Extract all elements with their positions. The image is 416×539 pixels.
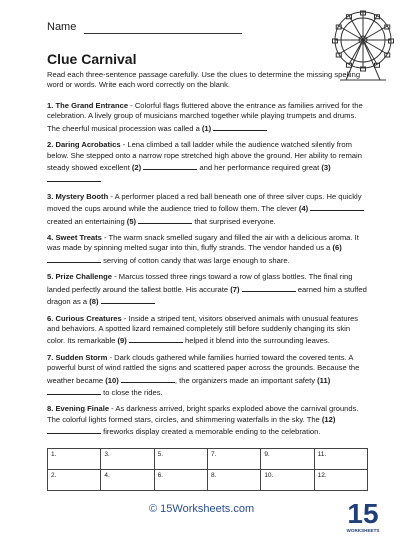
answer-blank[interactable] [121, 374, 175, 383]
passage-text: Inside a striped tent, visitors observed animals with unusual features and behaviors. A spotted lizard remained completely still before suddenly changing its skin color. Its remarkable [47, 313, 359, 346]
passage-text: earned him a stuffed dragon as a [47, 284, 367, 307]
blank-number: (11) [317, 375, 331, 385]
passage-number: 7. [47, 352, 54, 362]
passage-text: Lena climbed a tall ladder while the audience watched silently from below. She stepped onto a narrow rope stretched high above the ground. Her ability to remain steady showed excellent [47, 140, 362, 173]
passage-text: Colorful flags fluttered above the entrance as families arrived for the celebration. A lively group of musicians marched together while playing trumpets and drums. The cheerful musical procession was called a [47, 101, 363, 133]
blank-number: (5) [126, 216, 137, 226]
15worksheets-logo [343, 496, 383, 534]
blank-number: (12) [321, 414, 336, 424]
passage-text: The warm snack smelled sugary and filled the air with a delicious aroma. It was made by spinning melted sugar into thin, fluffy strands. The vendor handed us a [47, 233, 359, 253]
blank-number: (3) [321, 163, 331, 173]
passage-number: 5. [47, 272, 54, 282]
passage-list [47, 101, 369, 444]
passage: 2. Daring Acrobatics - Lena climbed a tall ladder while the audience watched silently from below. She stepped onto a narrow rope stretched high above the ground. Her ability to remain steady showed excellent (2) and her performance required great (3) [47, 140, 369, 186]
answer-blank[interactable] [138, 215, 192, 224]
logo-number: 15 [347, 498, 379, 529]
answer-cell[interactable]: 2. [48, 470, 101, 491]
answer-blank[interactable] [47, 386, 101, 395]
passage-text: Marcus tossed three rings toward a row of glass bottles. The final ring landed perfectly around the tallest bottle. His accurate [47, 272, 353, 294]
passage: 1. The Grand Entrance - Colorful flags fluttered above the entrance as families arrived for the celebration. A lively group of musicians marched together while playing trumpets and drums. The cheerful musical procession was called a (1) [47, 101, 363, 133]
passage-number: 1. [47, 101, 54, 110]
blank-number: (7) [230, 284, 240, 294]
passage-text: created an entertaining [47, 216, 127, 226]
passage: 5. Prize Challenge - Marcus tossed three rings toward a row of glass bottles. The final ring landed perfectly around the tallest bottle. His accurate (7) earned him a stuffed dragon as a (8) [47, 272, 367, 307]
worksheet-title: Clue Carnival [47, 51, 137, 67]
passage-title: Prize Challenge [55, 272, 113, 282]
answer-cell[interactable]: 10. [261, 470, 314, 491]
passage-text: serving of cotton candy that was large enough to share. [101, 255, 290, 265]
passage-number: 8. [47, 404, 54, 414]
answer-cell[interactable]: 3. [101, 449, 154, 470]
answer-table [47, 448, 368, 491]
passage-text: A performer placed a red ball beneath one of three silver cups. He quickly moved the cups around while the audience tried to follow them. The clever [47, 191, 362, 214]
passage: 6. Curious Creatures - Inside a striped tent, visitors observed animals with unusual features and behaviors. A spotted lizard remained completely still before suddenly changing its skin color. Its remarkable (9) helped it blend into the surrounding leaves. [47, 313, 359, 346]
answer-cell[interactable]: 5. [154, 449, 207, 470]
blank-number: (6) [332, 243, 342, 253]
passage-text: helped it blend into the surrounding leaves. [182, 336, 330, 346]
name-label: Name [47, 21, 77, 33]
passage-text: and her performance required great [197, 163, 322, 173]
passage-number: 2. [47, 140, 54, 150]
answer-cell[interactable]: 1. [48, 449, 101, 470]
answer-cell[interactable]: 7. [207, 449, 260, 470]
answer-blank[interactable] [143, 161, 197, 170]
answer-cell[interactable]: 6. [154, 470, 207, 491]
answer-cell[interactable]: 12. [314, 470, 367, 491]
answer-blank[interactable] [47, 254, 101, 263]
name-field[interactable] [84, 33, 242, 34]
answer-blank[interactable] [129, 334, 183, 343]
blank-number: (10) [105, 375, 119, 385]
passage-text: to close the rides. [101, 387, 163, 397]
blank-number: (8) [89, 297, 99, 307]
answer-blank[interactable] [101, 295, 155, 304]
passage-title: Sudden Storm [55, 352, 108, 362]
blank-number: (1) [201, 123, 212, 133]
footer-credit[interactable]: © 15Worksheets.com [149, 503, 255, 515]
passage-number: 4. [47, 233, 54, 243]
answer-blank[interactable] [47, 173, 101, 182]
answer-cell[interactable]: 11. [314, 449, 367, 470]
passage-title: Daring Acrobatics [55, 140, 121, 150]
passage-text: that surprised everyone. [192, 216, 276, 226]
passage-text: fireworks display created a memorable ending to the celebration. [101, 427, 321, 437]
blank-number: (9) [117, 336, 127, 346]
answer-blank[interactable] [242, 283, 296, 292]
passage: 3. Mystery Booth - A performer placed a red ball beneath one of three silver cups. He quickly moved the cups around while the audience tried to follow them. The clever (4) created an entertaining (5) that surprised everyone. [47, 192, 369, 227]
passage: 8. Evening Finale - As darkness arrived, bright sparks exploded above the carnival grounds. The colorful lights formed stars, circles, and shimmering waterfalls in the sky. The (12) fireworks display created a memorable ending to the celebration. [47, 404, 359, 437]
answer-blank[interactable] [213, 122, 267, 131]
instructions: Read each three-sentence passage carefully. Use the clues to determine the missing spelling word or words. Write each word correctly on the blank. [47, 70, 361, 89]
answer-cell[interactable]: 8. [207, 470, 260, 491]
passage-title: Mystery Booth [55, 191, 109, 201]
passage-title: Evening Finale [55, 404, 110, 414]
logo-word: WORKSHEETS [346, 528, 380, 533]
answer-cell[interactable]: 4. [101, 470, 154, 491]
blank-number: (2) [131, 163, 142, 173]
passage-title: Curious Creatures [55, 313, 122, 323]
answer-blank[interactable] [310, 202, 364, 211]
blank-number: (4) [298, 204, 309, 214]
answer-row [48, 449, 368, 470]
answer-cell[interactable]: 9. [261, 449, 314, 470]
answer-row [48, 470, 368, 491]
passage: 4. Sweet Treats - The warm snack smelled sugary and filled the air with a delicious aroma. It was made by spinning melted sugar into thin, fluffy strands. The vendor handed us a (6) serving of cotton candy that was large enough to share. [47, 233, 359, 265]
passage-number: 3. [47, 191, 54, 201]
passage-title: Sweet Treats [55, 233, 102, 243]
passage: 7. Sudden Storm - Dark clouds gathered while families hurried toward the covered tents. A powerful burst of wind rattled the signs and scattered paper across the grounds. Because the weather became (10) , the organizers made an important safety (11) to close the rides. [47, 352, 360, 397]
passage-text: Dark clouds gathered while families hurried toward the covered tents. A powerful burst of wind rattled the signs and scattered paper across the grounds. Because the weather became [47, 352, 360, 385]
passage-title: The Grand Entrance [55, 101, 129, 110]
passage-text: As darkness arrived, bright sparks exploded above the carnival grounds. The colorful lights formed stars, circles, and shimmering waterfalls in the sky. The [47, 404, 359, 424]
answer-blank[interactable] [47, 425, 101, 434]
passage-number: 6. [47, 313, 54, 323]
passage-text: , the organizers made an important safety [174, 375, 318, 385]
